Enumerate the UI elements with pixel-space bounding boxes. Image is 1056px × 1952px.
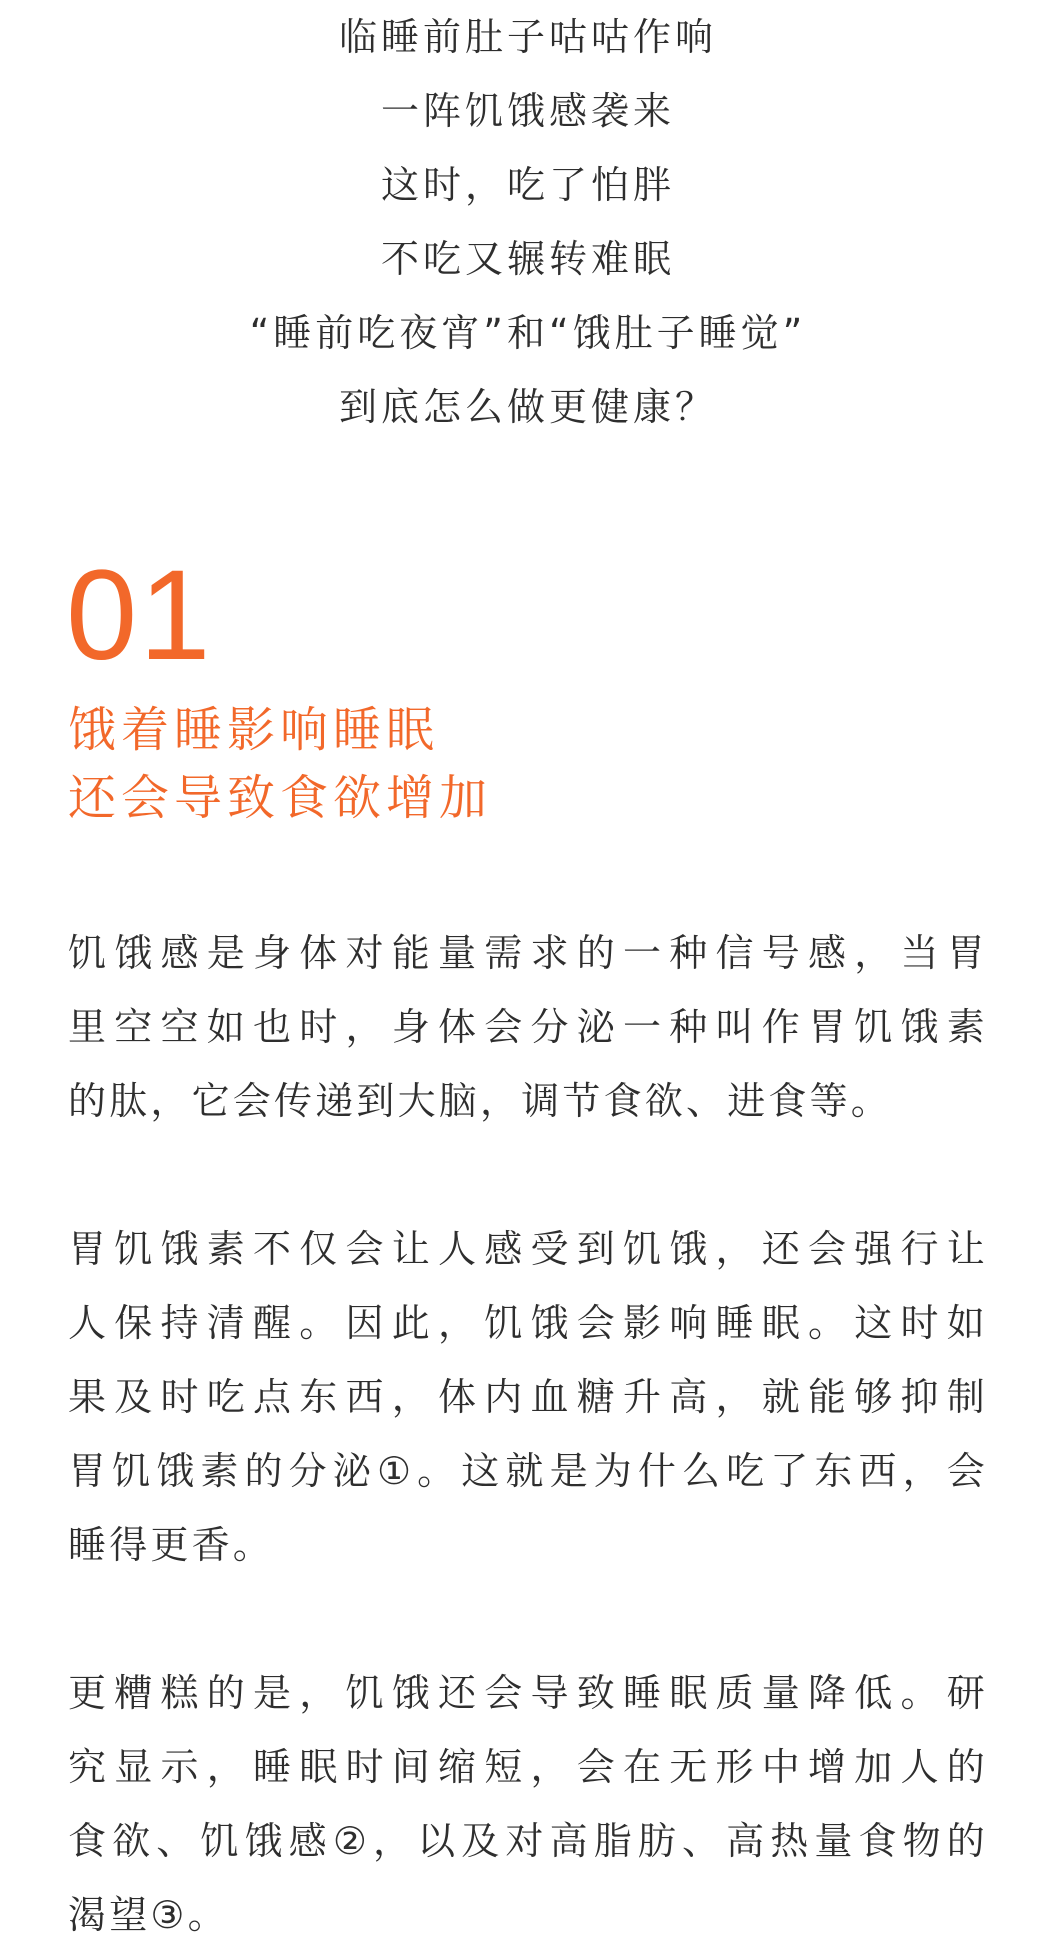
paragraph [68, 916, 988, 1138]
intro-line: 这时，吃了怕胖 [380, 163, 675, 207]
article-body [68, 916, 988, 1952]
paragraph-line: 食欲、饥饿感②，以及对高脂肪、高热量食物的 [68, 1819, 988, 1863]
intro-line: 临睡前肚子咕咕作响 [338, 15, 717, 59]
paragraph-line: 究显示，睡眠时间缩短，会在无形中增加人的 [68, 1745, 988, 1789]
intro-line: 不吃又辗转难眠 [380, 237, 675, 281]
section-title-line: 还会导致食欲增加 [68, 770, 493, 826]
section-number: 01 [66, 544, 213, 687]
paragraph-line: 里空空如也时，身体会分泌一种叫作胃饥饿素 [68, 1005, 988, 1049]
section-title-line: 饿着睡影响睡眠 [68, 702, 440, 758]
paragraph-line: 胃饥饿素不仅会让人感受到饥饿，还会强行让 [68, 1227, 988, 1271]
paragraph-line: 人保持清醒。因此，饥饿会影响睡眠。这时如 [68, 1301, 988, 1345]
paragraph [68, 1656, 988, 1952]
paragraph-line: 睡得更香。 [68, 1523, 275, 1567]
paragraph-line: 饥饿感是身体对能量需求的一种信号感，当胃 [68, 931, 988, 975]
paragraph-line: 渴望③。 [68, 1893, 229, 1937]
intro-line: 一阵饥饿感袭来 [380, 89, 675, 133]
intro-poem [0, 0, 1056, 444]
paragraph [68, 1212, 988, 1582]
section-title [68, 696, 988, 832]
intro-line: 到底怎么做更健康？ [338, 385, 717, 429]
paragraph-line: 的肽，它会传递到大脑，调节食欲、进食等。 [68, 1079, 893, 1123]
paragraph-line: 更糟糕的是，饥饿还会导致睡眠质量降低。研 [68, 1671, 988, 1715]
paragraph-line: 果及时吃点东西，体内血糖升高，就能够抑制 [68, 1375, 988, 1419]
intro-line: “睡前吃夜宵”和“饿肚子睡觉” [249, 311, 807, 355]
paragraph-line: 胃饥饿素的分泌①。这就是为什么吃了东西，会 [68, 1449, 988, 1493]
